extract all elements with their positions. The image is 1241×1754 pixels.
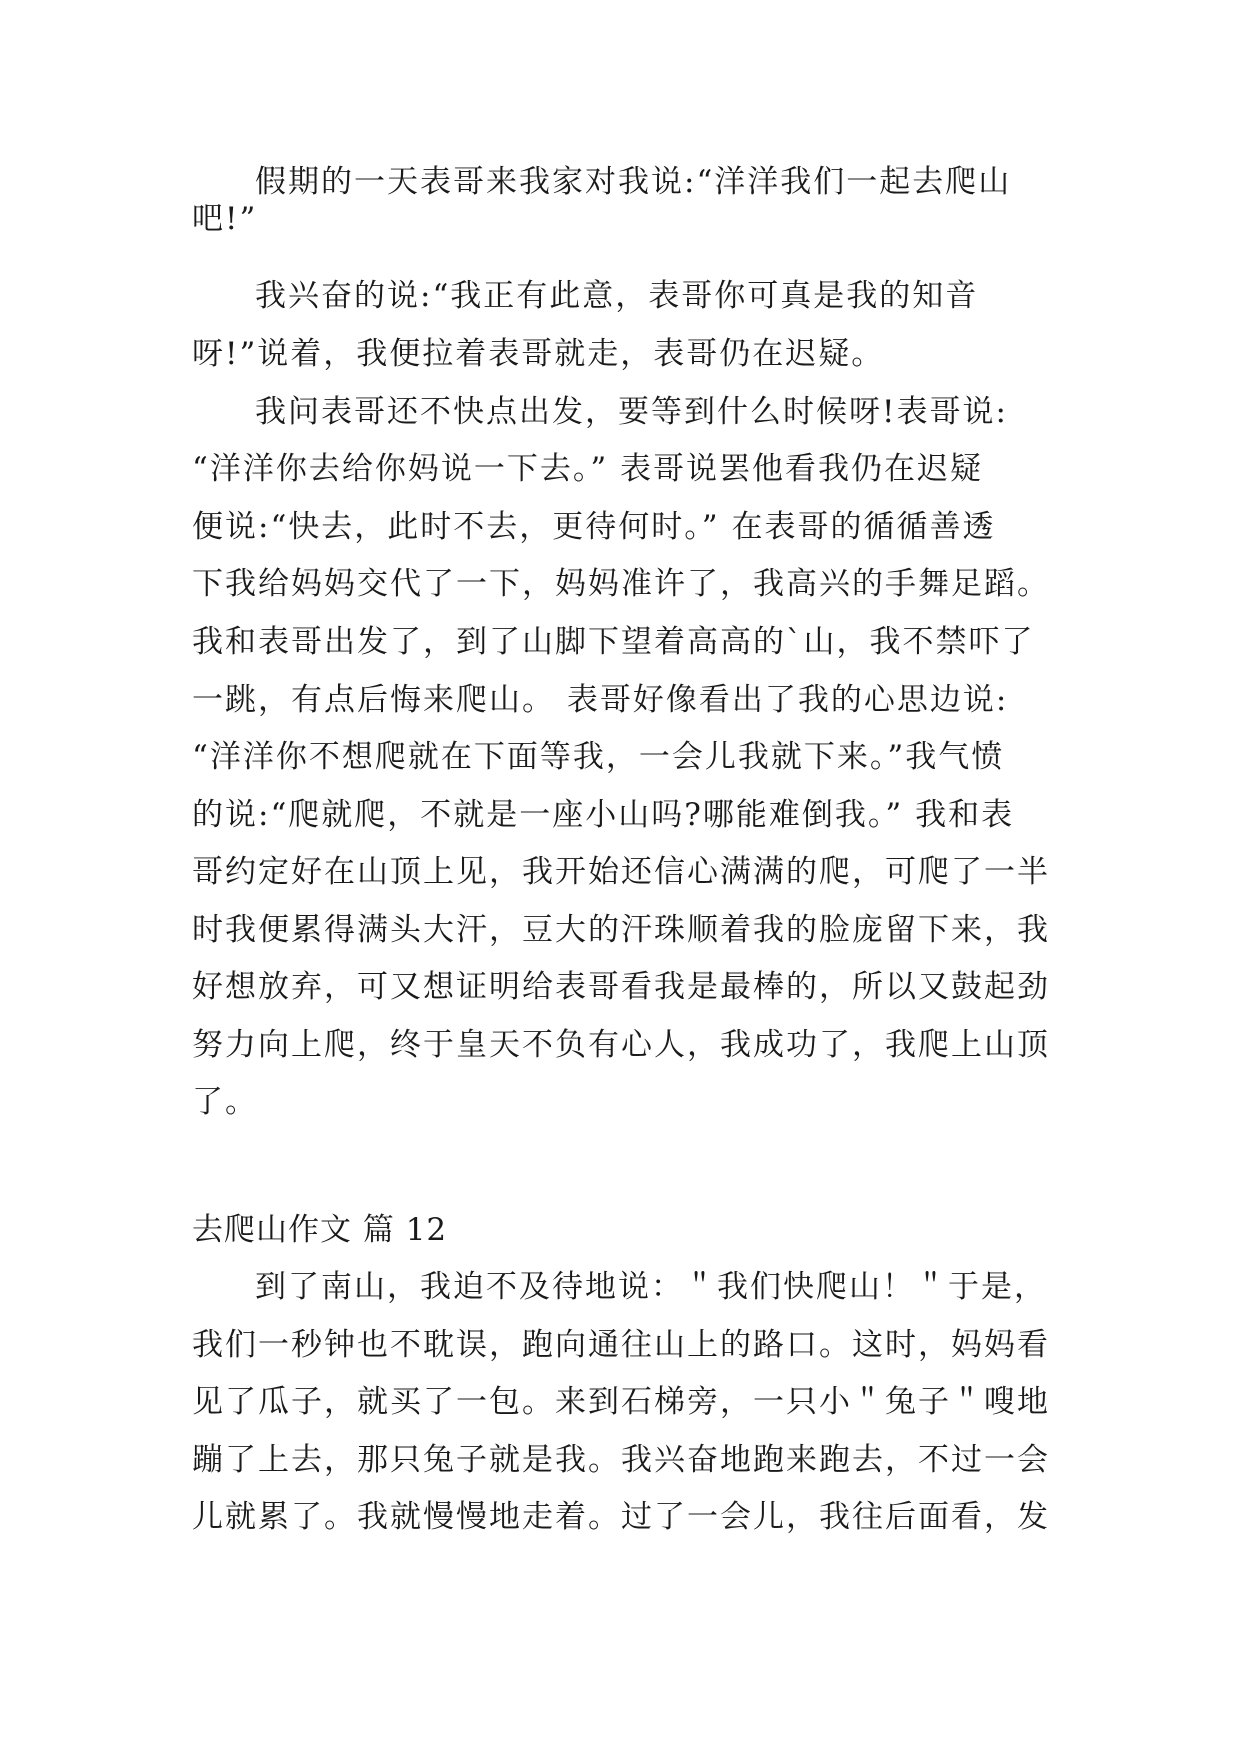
- paragraph-line: 一跳，有点后悔来爬山。 表哥好像看出了我的心思边说:: [192, 682, 1009, 718]
- paragraph-line: 时我便累得满头大汗，豆大的汗珠顺着我的脸庞留下来，我: [192, 912, 1050, 948]
- paragraph-line: 儿就累了。我就慢慢地走着。过了一会儿，我往后面看，发: [192, 1499, 1050, 1535]
- paragraph-line: 努力向上爬，终于皇天不负有心人，我成功了，我爬上山顶: [192, 1027, 1050, 1063]
- paragraph-line: 下我给妈妈交代了一下，妈妈准许了，我高兴的手舞足蹈。: [192, 566, 1050, 602]
- paragraph-line: 呀!”说着，我便拉着表哥就走，表哥仍在迟疑。: [192, 336, 885, 372]
- paragraph-line: 好想放弃，可又想证明给表哥看我是最棒的，所以又鼓起劲: [192, 969, 1050, 1005]
- section-heading: 去爬山作文 篇 12: [192, 1212, 448, 1248]
- paragraph-line: 我兴奋的说:“我正有此意，表哥你可真是我的知音: [255, 278, 979, 314]
- paragraph-line: 了。: [192, 1084, 258, 1120]
- paragraph-line: 便说:“快去，此时不去，更待何时。” 在表哥的循循善透: [192, 509, 996, 545]
- paragraph-line: 我问表哥还不快点出发，要等到什么时候呀!表哥说:: [255, 394, 1008, 430]
- paragraph-line: “洋洋你去给你妈说一下去。” 表哥说罢他看我仍在迟疑: [192, 451, 984, 487]
- paragraph-line: 我们一秒钟也不耽误，跑向通往山上的路口。这时，妈妈看: [192, 1327, 1050, 1363]
- paragraph-line: 的说:“爬就爬，不就是一座小山吗?哪能难倒我。” 我和表: [192, 797, 1015, 833]
- paragraph-line: 见了瓜子，就买了一包。来到石梯旁，一只小＂兔子＂嗖地: [192, 1384, 1050, 1420]
- paragraph-line: 哥约定好在山顶上见，我开始还信心满满的爬，可爬了一半: [192, 854, 1050, 890]
- paragraph-line: “洋洋你不想爬就在下面等我，一会儿我就下来。”我气愤: [192, 739, 1005, 775]
- paragraph-line: 到了南山，我迫不及待地说：＂我们快爬山！＂于是，: [255, 1269, 1047, 1305]
- paragraph-line: 我和表哥出发了，到了山脚下望着高高的`山，我不禁吓了: [192, 624, 1035, 660]
- paragraph-line: 假期的一天表哥来我家对我说:“洋洋我们一起去爬山: [255, 164, 1012, 200]
- paragraph-line: 吧!”: [192, 201, 258, 237]
- paragraph-line: 蹦了上去，那只兔子就是我。我兴奋地跑来跑去，不过一会: [192, 1442, 1050, 1478]
